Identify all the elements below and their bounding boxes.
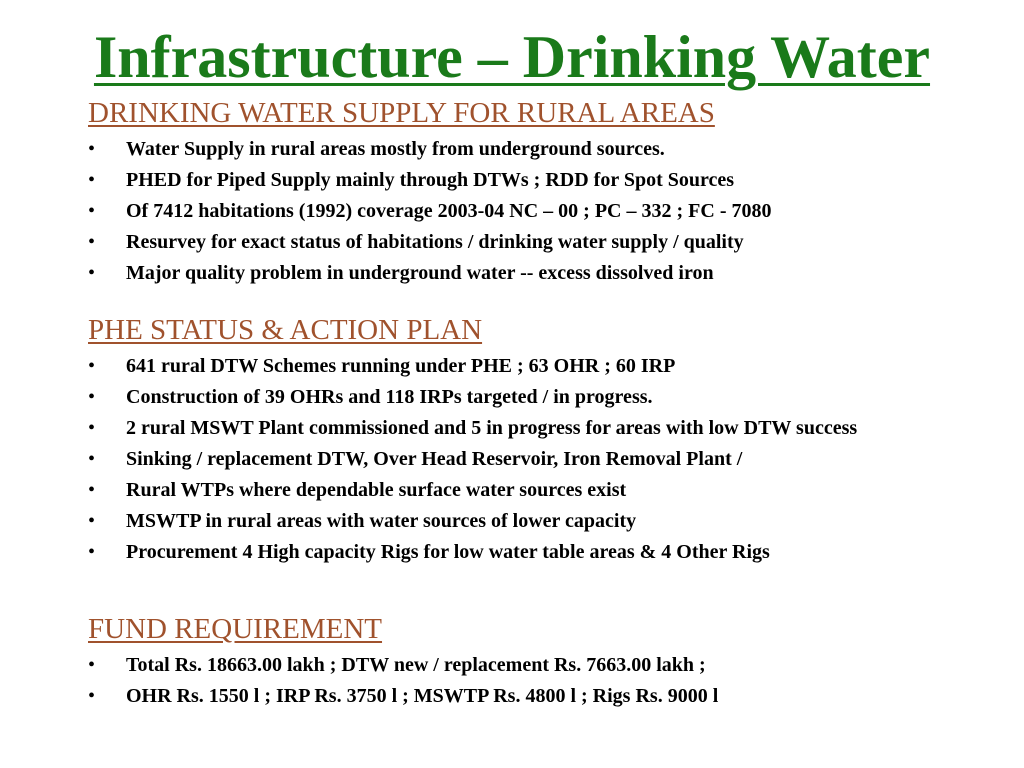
bullet-item (88, 199, 988, 223)
section-heading: DRINKING WATER SUPPLY FOR RURAL AREAS (88, 97, 715, 129)
bullet-item (88, 354, 988, 378)
bullet-item (88, 230, 988, 254)
bullet-text: Sinking / replacement DTW, Over Head Reservoir, Iron Removal Plant / (126, 448, 743, 470)
bullet-item (88, 385, 988, 409)
bullet-list (88, 653, 988, 708)
bullet-icon: • (88, 231, 96, 253)
bullet-item (88, 416, 926, 440)
bullet-text: Resurvey for exact status of habitations / drinking water supply / quality (126, 231, 744, 253)
bullet-list (88, 354, 988, 564)
bullet-text: Water Supply in rural areas mostly from underground sources. (126, 138, 665, 160)
bullet-item (88, 653, 988, 677)
section-fund-requirement (88, 612, 988, 708)
bullet-item (88, 137, 988, 161)
section-heading: FUND REQUIREMENT (88, 613, 383, 645)
bullet-text: Rural WTPs where dependable surface water sources exist (126, 479, 627, 501)
bullet-text: Major quality problem in underground water -- excess dissolved iron (126, 262, 714, 284)
bullet-item (88, 509, 988, 533)
bullet-icon: • (88, 654, 96, 676)
bullet-icon: • (88, 386, 96, 408)
bullet-icon: • (88, 448, 96, 470)
bullet-item (88, 261, 988, 285)
bullet-text: 641 rural DTW Schemes running under PHE ; 63 OHR ; 60 IRP (126, 355, 676, 377)
bullet-text: Total Rs. 18663.00 lakh ; DTW new / replacement Rs. 7663.00 lakh ; (126, 654, 706, 676)
bullet-icon: • (88, 417, 96, 439)
bullet-icon: • (88, 169, 96, 191)
bullet-icon: • (88, 138, 96, 160)
bullet-icon: • (88, 200, 96, 222)
bullet-icon: • (88, 355, 96, 377)
bullet-text: PHED for Piped Supply mainly through DTWs ; RDD for Spot Sources (126, 169, 735, 191)
slide-title: Infrastructure – Drinking Water (93, 24, 931, 90)
bullet-item (88, 447, 988, 471)
bullet-text: Of 7412 habitations (1992) coverage 2003-04 NC – 00 ; PC – 332 ; FC - 7080 (126, 200, 772, 222)
bullet-icon: • (88, 685, 96, 707)
bullet-text: Construction of 39 OHRs and 118 IRPs targeted / in progress. (126, 386, 653, 408)
bullet-icon: • (88, 541, 96, 563)
bullet-list (88, 137, 988, 285)
bullet-icon: • (88, 262, 96, 284)
section-drinking-water-supply (88, 96, 988, 285)
bullet-text: 2 rural MSWT Plant commissioned and 5 in progress for areas with low DTW success (126, 417, 858, 439)
bullet-text: OHR Rs. 1550 l ; IRP Rs. 3750 l ; MSWTP Rs. 4800 l ; Rigs Rs. 9000 l (126, 685, 719, 707)
bullet-text: Procurement 4 High capacity Rigs for low water table areas & 4 Other Rigs (126, 541, 770, 563)
bullet-item (88, 168, 988, 192)
bullet-item (88, 684, 988, 708)
bullet-item (88, 478, 988, 502)
bullet-icon: • (88, 479, 96, 501)
bullet-text: MSWTP in rural areas with water sources of lower capacity (126, 510, 637, 532)
section-heading: PHE STATUS & ACTION PLAN (88, 314, 483, 346)
bullet-icon: • (88, 510, 96, 532)
section-phe-status (88, 313, 988, 564)
bullet-item (88, 540, 988, 564)
